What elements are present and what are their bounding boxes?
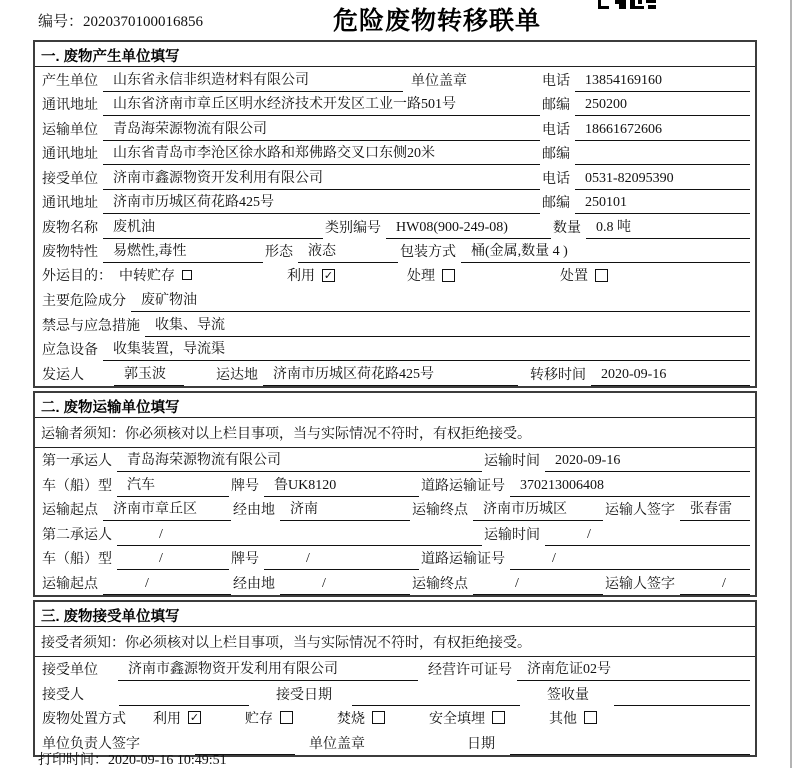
field-value: 250200 xyxy=(575,97,750,116)
field-value: 汽车 xyxy=(117,474,229,497)
field-label: 电话 xyxy=(542,73,570,89)
checkbox-group xyxy=(337,708,385,728)
field-label: 通讯地址 xyxy=(42,98,98,113)
field-value: 液态 xyxy=(298,240,398,263)
field-label: 道路运输证号 xyxy=(421,552,505,567)
field-label: 电话 xyxy=(542,122,570,138)
field-value: 0.8 吨 xyxy=(586,216,750,239)
field-label: 通讯地址 xyxy=(42,196,98,211)
field-label: 经由地 xyxy=(233,576,275,592)
field-value: / xyxy=(280,576,410,595)
field-value: / xyxy=(264,551,419,570)
field-label: 接受单位 xyxy=(42,663,98,678)
field-label: 运输人签字 xyxy=(605,576,675,592)
field-value: 250101 xyxy=(575,195,750,214)
serial-number xyxy=(38,10,203,31)
field-value: / xyxy=(117,551,229,570)
field-label: 签收量 xyxy=(547,687,589,703)
field-value: 济南市鑫源物资开发利用有限公司 xyxy=(103,167,540,190)
field-value: HW08(900-249-08) xyxy=(386,220,551,239)
field-label: 第一承运人 xyxy=(42,454,112,469)
form-row xyxy=(35,337,755,362)
field-value: 济南市章丘区 xyxy=(103,498,231,521)
field-value: 2020-09-16 xyxy=(591,367,750,386)
field-value: 山东省济南市章丘区明水经济技术开发区工业一路501号 xyxy=(103,93,540,116)
checkbox-group xyxy=(287,265,335,285)
field-blank xyxy=(575,147,750,165)
field-label: 运输终点 xyxy=(412,503,468,518)
field-blank xyxy=(352,688,520,706)
field-value: 2020-09-16 xyxy=(545,453,750,472)
section-producer xyxy=(33,40,757,388)
field-value: 济南市历城区 xyxy=(473,498,603,521)
checkbox-label: 处理 xyxy=(407,269,435,285)
field-label: 废物名称 xyxy=(42,220,98,236)
field-value: 18661672606 xyxy=(575,122,750,141)
field-label: 邮编 xyxy=(542,196,570,211)
field-value: / xyxy=(103,576,231,595)
field-label: 电话 xyxy=(542,171,570,187)
form-row xyxy=(35,116,755,141)
field-label: 包装方式 xyxy=(400,245,456,260)
field-value: / xyxy=(510,551,750,570)
field-label: 接受日期 xyxy=(276,687,332,703)
field-value: 13854169160 xyxy=(575,73,750,92)
checkbox-group xyxy=(245,708,293,728)
form-row xyxy=(35,67,755,92)
field-value: 郭玉波 xyxy=(114,363,184,386)
field-label: 发运人 xyxy=(42,367,84,383)
field-label: 通讯地址 xyxy=(42,147,98,162)
field-label: 应急设备 xyxy=(42,343,98,358)
checkbox-label: 其他 xyxy=(549,711,577,727)
form-row xyxy=(35,448,755,473)
field-label: 运达地 xyxy=(216,367,258,383)
field-value: 济南市历城区荷花路425号 xyxy=(263,363,518,386)
field-label: 邮编 xyxy=(542,98,570,113)
checkbox-group xyxy=(429,708,505,728)
form-row xyxy=(35,312,755,337)
form-row xyxy=(35,288,755,313)
qr-code-fragment xyxy=(598,0,660,10)
checkbox-label: 处置 xyxy=(560,269,588,285)
form-row xyxy=(35,706,755,731)
field-label: 接受单位 xyxy=(42,171,98,187)
field-label: 运输起点 xyxy=(42,576,98,592)
form-row xyxy=(35,681,755,706)
field-label: 运输起点 xyxy=(42,503,98,518)
field-value: / xyxy=(117,527,482,546)
field-value: / xyxy=(680,576,750,595)
field-label: 单位盖章 xyxy=(411,73,467,89)
form-row xyxy=(35,497,755,522)
field-value: 鲁UK8120 xyxy=(264,474,419,497)
notice-text: 运输者须知：你必须核对以上栏目事项，当与实际情况不符时，有权拒绝接受。 xyxy=(35,418,755,448)
field-label: 单位负责人签字 xyxy=(42,736,140,752)
field-value: / xyxy=(473,576,603,595)
field-blank xyxy=(614,688,750,706)
checkbox-unchecked xyxy=(372,711,385,724)
form-row xyxy=(35,361,755,386)
field-label: 废物特性 xyxy=(42,245,98,260)
field-label: 运输时间 xyxy=(484,454,540,469)
field-value: 张春雷 xyxy=(680,498,750,521)
checkbox-group xyxy=(153,708,201,728)
field-value: 易燃性,毒性 xyxy=(103,240,263,263)
field-value: 0531-82095390 xyxy=(575,171,750,190)
field-label: 接受人 xyxy=(42,687,84,703)
checkbox-label: 焚烧 xyxy=(337,711,365,727)
field-value: 济南 xyxy=(280,498,410,521)
field-value: 济南市历城区荷花路425号 xyxy=(103,191,540,214)
checkbox-unchecked xyxy=(584,711,597,724)
form-row xyxy=(35,570,755,595)
checkbox-label: 利用 xyxy=(287,269,315,285)
field-label: 车（船）型 xyxy=(42,552,112,567)
field-label: 牌号 xyxy=(231,478,259,494)
form-row xyxy=(35,190,755,215)
form-row xyxy=(35,239,755,264)
print-time xyxy=(38,749,227,768)
field-label: 转移时间 xyxy=(530,367,586,383)
checkbox-unchecked xyxy=(492,711,505,724)
field-value: 废机油 xyxy=(103,216,323,239)
checkbox-unchecked xyxy=(182,270,192,280)
checkbox-group xyxy=(560,265,608,285)
field-label: 运输时间 xyxy=(484,527,540,543)
form-row xyxy=(35,521,755,546)
checkbox-label: 中转贮存 xyxy=(119,269,175,285)
section-title: 一. 废物产生单位填写 xyxy=(35,42,755,67)
field-value: / xyxy=(545,527,750,546)
section-transporter xyxy=(33,391,757,597)
field-label: 运输终点 xyxy=(412,576,468,592)
checkbox-label: 安全填埋 xyxy=(429,711,485,727)
section-title: 二. 废物运输单位填写 xyxy=(35,393,755,418)
field-value: 山东省永信非织造材料有限公司 xyxy=(103,69,403,92)
field-label: 单位盖章 xyxy=(309,736,365,752)
field-value: 山东省青岛市李沧区徐水路和郑佛路交叉口东侧20米 xyxy=(103,142,540,165)
field-label: 第二承运人 xyxy=(42,527,112,543)
field-blank xyxy=(510,737,750,755)
notice-text: 接受者须知：你必须核对以上栏目事项，当与实际情况不符时，有权拒绝接受。 xyxy=(35,627,755,657)
form-row xyxy=(35,657,755,682)
field-label: 产生单位 xyxy=(42,73,98,89)
field-label: 日期 xyxy=(467,736,495,752)
field-label: 经由地 xyxy=(233,503,275,518)
field-value: 济南危证02号 xyxy=(517,658,750,681)
form-row xyxy=(35,263,755,288)
field-value: 废矿物油 xyxy=(131,289,750,312)
checkbox-group xyxy=(119,265,192,285)
checkbox-group xyxy=(407,265,455,285)
field-blank xyxy=(119,688,249,706)
checkbox-unchecked xyxy=(442,269,455,282)
transfer-form xyxy=(33,40,757,760)
checkbox-label: 利用 xyxy=(153,711,181,727)
form-row xyxy=(35,141,755,166)
field-value: 青岛海荣源物流有限公司 xyxy=(103,118,540,141)
field-value: 济南市鑫源物资开发利用有限公司 xyxy=(118,658,418,681)
field-label: 外运目的： xyxy=(42,269,112,285)
field-value: 桶(金属,数量 4 ) xyxy=(461,240,750,263)
section-title: 三. 废物接受单位填写 xyxy=(35,602,755,627)
section-receiver xyxy=(33,600,757,757)
field-label: 道路运输证号 xyxy=(421,478,505,494)
field-label: 类别编号 xyxy=(325,220,381,236)
serial-label: 编号： xyxy=(38,14,84,30)
page-title: 危险废物转移联单 xyxy=(332,7,542,35)
form-row xyxy=(35,165,755,190)
form-row xyxy=(35,472,755,497)
field-label: 牌号 xyxy=(231,552,259,567)
form-row xyxy=(35,546,755,571)
checkbox-group xyxy=(549,708,597,728)
print-time-label: 打印时间： xyxy=(38,753,108,768)
field-label: 车（船）型 xyxy=(42,478,112,494)
field-label: 禁忌与应急措施 xyxy=(42,318,140,334)
field-label: 经营许可证号 xyxy=(428,663,512,678)
field-value: 收集装置，导流渠 xyxy=(103,338,750,361)
field-value: 青岛海荣源物流有限公司 xyxy=(117,449,482,472)
page-edge-line xyxy=(790,0,792,768)
serial-value: 2020370100016856 xyxy=(83,14,204,30)
field-value: 370213006408 xyxy=(510,478,750,497)
field-label: 主要危险成分 xyxy=(42,294,126,309)
form-row xyxy=(35,214,755,239)
print-time-value: 2020-09-16 10:49:51 xyxy=(108,753,227,768)
form-row xyxy=(35,92,755,117)
checkbox-checked: ✓ xyxy=(189,711,200,725)
checkbox-unchecked xyxy=(280,711,293,724)
field-label: 形态 xyxy=(265,245,293,260)
checkbox-label: 贮存 xyxy=(245,711,273,727)
field-label: 数量 xyxy=(553,220,581,236)
checkbox-unchecked xyxy=(595,269,608,282)
field-value: 收集、导流 xyxy=(145,314,750,337)
field-label: 运输人签字 xyxy=(605,503,675,518)
field-label: 邮编 xyxy=(542,147,570,162)
checkbox-checked: ✓ xyxy=(323,268,334,282)
field-label: 运输单位 xyxy=(42,122,98,138)
field-label: 废物处置方式 xyxy=(42,711,126,727)
